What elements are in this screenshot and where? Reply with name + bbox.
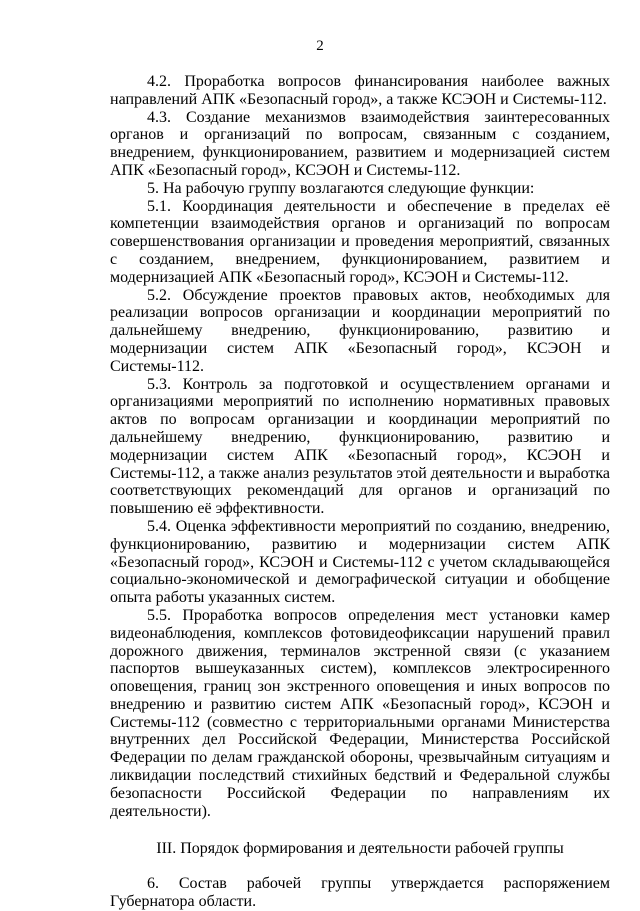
paragraph-5-1: 5.1. Координация деятельности и обеспечение в пределах её компетенции взаимодействия органов и организаций по вопросам совершенствования организации и проведения мероприятий, связанных с созданием, внедрением, функционированием, развитием и модернизацией АПК «Безопасный город», КСЭОН и Системы-112. xyxy=(110,197,610,286)
paragraph-6: 6. Состав рабочей группы утверждается распоряжением Губернатора области. xyxy=(110,875,610,911)
paragraph-5-3: 5.3. Контроль за подготовкой и осуществлением органами и организациями мероприятий по исполнению нормативных правовых актов по вопросам организации и координации мероприятий по дальнейшему внедрению, функционированию, развитию и модернизации систем АПК «Безопасный город», КСЭОН и Системы-112, а также анализ результатов этой деятельности и выработка соответствующих рекомендаций для органов и организаций по повышению её эффективности. xyxy=(110,375,610,518)
paragraph-4-3: 4.3. Создание механизмов взаимодействия заинтересованных органов и организаций по вопросам, связанным с созданием, внедрением, функционированием, развитием и модернизацией систем АПК «Безопасный город», КСЭОН и Системы-112. xyxy=(110,108,610,179)
paragraph-5: 5. На рабочую группу возлагаются следующие функции: xyxy=(147,179,535,197)
page-number: 2 xyxy=(316,38,324,54)
section-heading: III. Порядок формирования и деятельности рабочей группы xyxy=(156,840,564,858)
paragraph-5-2: 5.2. Обсуждение проектов правовых актов, необходимых для реализации вопросов организации и координации мероприятий по дальнейшему внедрению, функционированию, развитию и модернизации систем АПК «Безопасный город», КСЭОН и Системы-112. xyxy=(110,286,610,375)
paragraph-5-5: 5.5. Проработка вопросов определения мест установки камер видеонаблюдения, комплексов фотовидеофиксации нарушений правил дорожного движения, терминалов экстренной связи (с указанием паспортов вышеуказанных систем), комплексов электросиренного оповещения, границ зон экстренного оповещения и иных вопросов по внедрению и развитию систем АПК «Безопасный город», КСЭОН и Системы-112 (совместно с территориальными органами Министерства внутренних дел Российской Федерации, Министерства Российской Федерации по делам гражданской обороны, чрезвычайным ситуациям и ликвидации последствий стихийных бедствий и Федеральной службы безопасности Российской Федерации по направлениям их деятельности). xyxy=(110,606,610,820)
paragraph-5-4: 5.4. Оценка эффективности мероприятий по созданию, внедрению, функционированию, развитию и модернизации систем АПК «Безопасный город», КСЭОН и Системы-112 с учетом складывающейся социально-экономической и демографической ситуации и обобщение опыта работы указанных систем. xyxy=(110,517,610,607)
paragraph-4-2: 4.2. Проработка вопросов финансирования наиболее важных направлений АПК «Безопасный город», а также КСЭОН и Системы-112. xyxy=(110,73,610,108)
document-body xyxy=(110,73,610,911)
